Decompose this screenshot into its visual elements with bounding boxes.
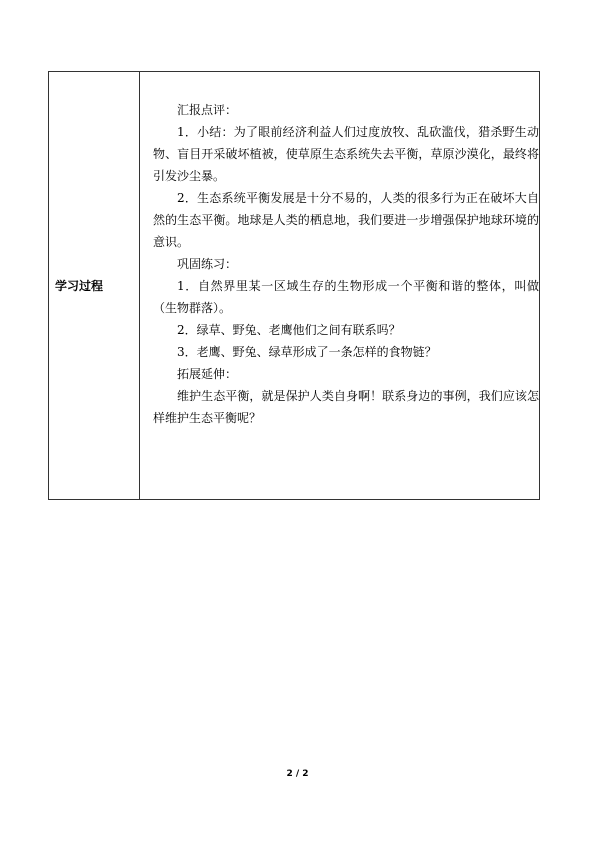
extension-text: 维护生态平衡，就是保护人类自身啊！联系身边的事例，我们应该怎样维护生态平衡呢？ [153, 389, 539, 425]
heading-extension: 拓展延伸： [177, 367, 238, 381]
exercise-question-3: 3．老鹰、野兔、绿草形成了一条怎样的食物链？ [177, 345, 437, 359]
exercise-question-1: 1．自然界里某一区域生存的生物形成一个平衡和谐的整体，叫做（生物群落）。 [153, 279, 539, 315]
column-divider [139, 72, 140, 499]
learning-process-content [153, 99, 539, 429]
row-label-learning-process: 学习过程 [55, 279, 104, 293]
page-number: 2 / 2 [286, 769, 309, 779]
lesson-table [48, 71, 540, 500]
exercise-question-2: 2．绿草、野兔、老鹰他们之间有联系吗？ [177, 323, 401, 337]
heading-report-review: 汇报点评： [177, 103, 238, 117]
summary-point-1: 1．小结：为了眼前经济利益人们过度放牧、乱砍滥伐，猎杀野生动物、盲目开采破坏植被，使草原生态系统失去平衡，草原沙漠化，最终将引发沙尘暴。 [153, 125, 539, 183]
heading-consolidation-exercise: 巩固练习： [177, 257, 238, 271]
summary-point-2: 2．生态系统平衡发展是十分不易的，人类的很多行为正在破坏大自然的生态平衡。地球是人类的栖息地，我们要进一步增强保护地球环境的意识。 [153, 191, 539, 249]
